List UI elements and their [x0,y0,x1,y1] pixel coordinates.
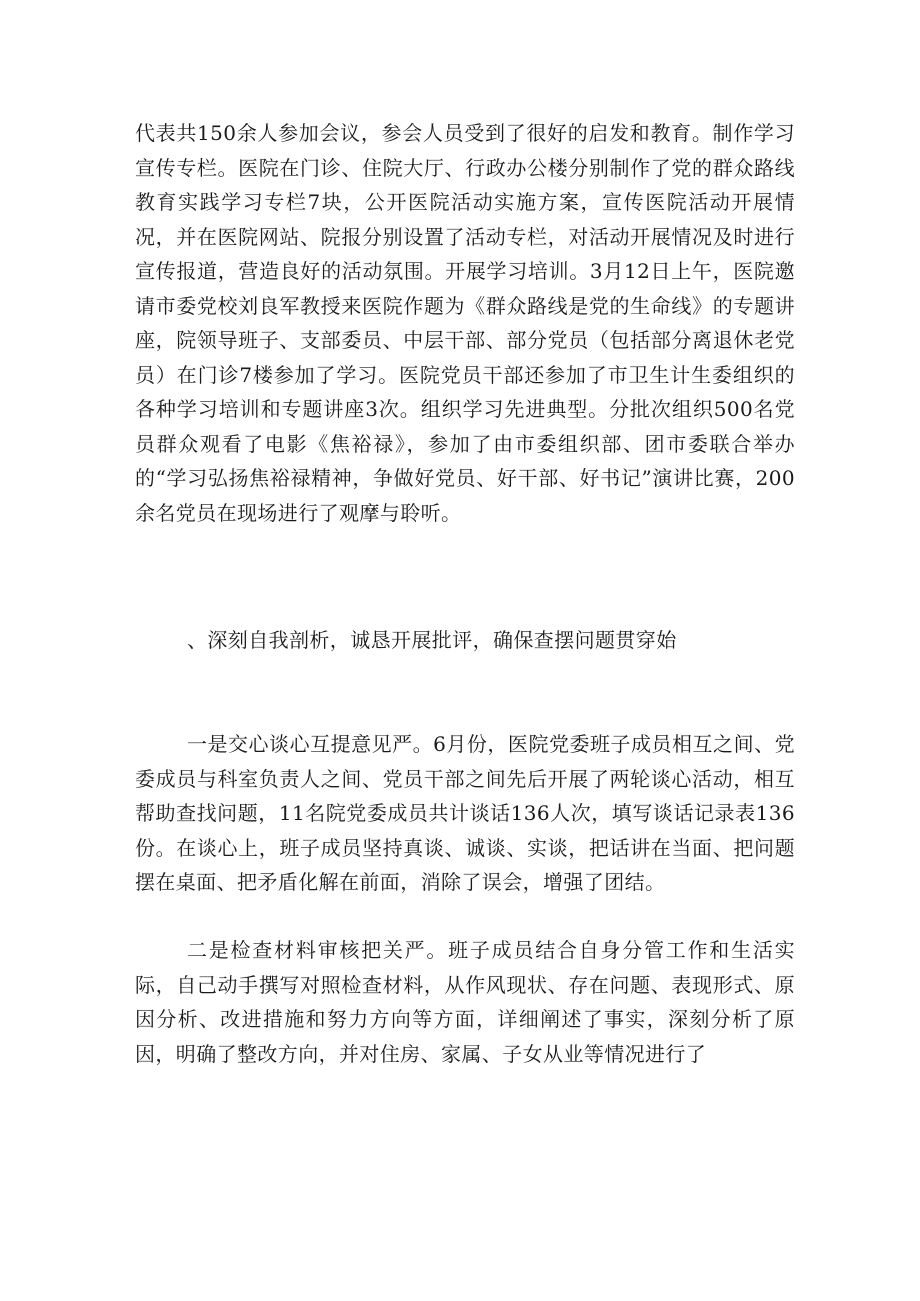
paragraph-intro: 代表共150余人参加会议，参会人员受到了很好的启发和教育。制作学习宣传专栏。医院在门诊、住院大厅、行政办公楼分别制作了党的群众路线教育实践学习专栏7块，公开医院活动实施方案，宣传医院活动开展情况，并在医院网站、院报分别设置了活动专栏，对活动开展情况及时进行宣传报道，营造良好的活动氛围。开展学习培训。3月12日上午，医院邀请市委党校刘良军教授来医院作题为《群众路线是党的生命线》的专题讲座，院领导班子、支部委员、中层干部、部分党员（包括部分离退休老党员）在门诊7楼参加了学习。医院党员干部还参加了市卫生计生委组织的各种学习培训和专题讲座3次。组织学习先进典型。分批次组织500名党员群众观看了电影《焦裕禄》，参加了由市委组织部、团市委联合举办的“学习弘扬焦裕禄精神，争做好党员、好干部、好书记”演讲比赛，200余名党员在现场进行了观摩与聆听。 [135,121,795,525]
section-heading: 、深刻自我剖析，诚恳开展批评，确保查摆问题贯穿始 [187,628,677,652]
paragraph-material-review: 二是检查材料审核把关严。班子成员结合自身分管工作和生活实际，自己动手撰写对照检查材料，从作风现状、存在问题、表现形式、原因分析、改进措施和努力方向等方面，详细阐述了事实，深刻分析了原因，明确了整改方向，并对住房、家属、子女从业等情况进行了 [135,938,795,1066]
paragraph-heart-to-heart-talks: 一是交心谈心互提意见严。6月份，医院党委班子成员相互之间、党委成员与科室负责人之间、党员干部之间先后开展了两轮谈心活动，相互帮助查找问题，11名院党委成员共计谈话136人次，填写谈话记录表136份。在谈心上，班子成员坚持真谈、诚谈、实谈，把话讲在当面、把问题摆在桌面、把矛盾化解在前面，消除了误会，增强了团结。 [135,732,795,894]
